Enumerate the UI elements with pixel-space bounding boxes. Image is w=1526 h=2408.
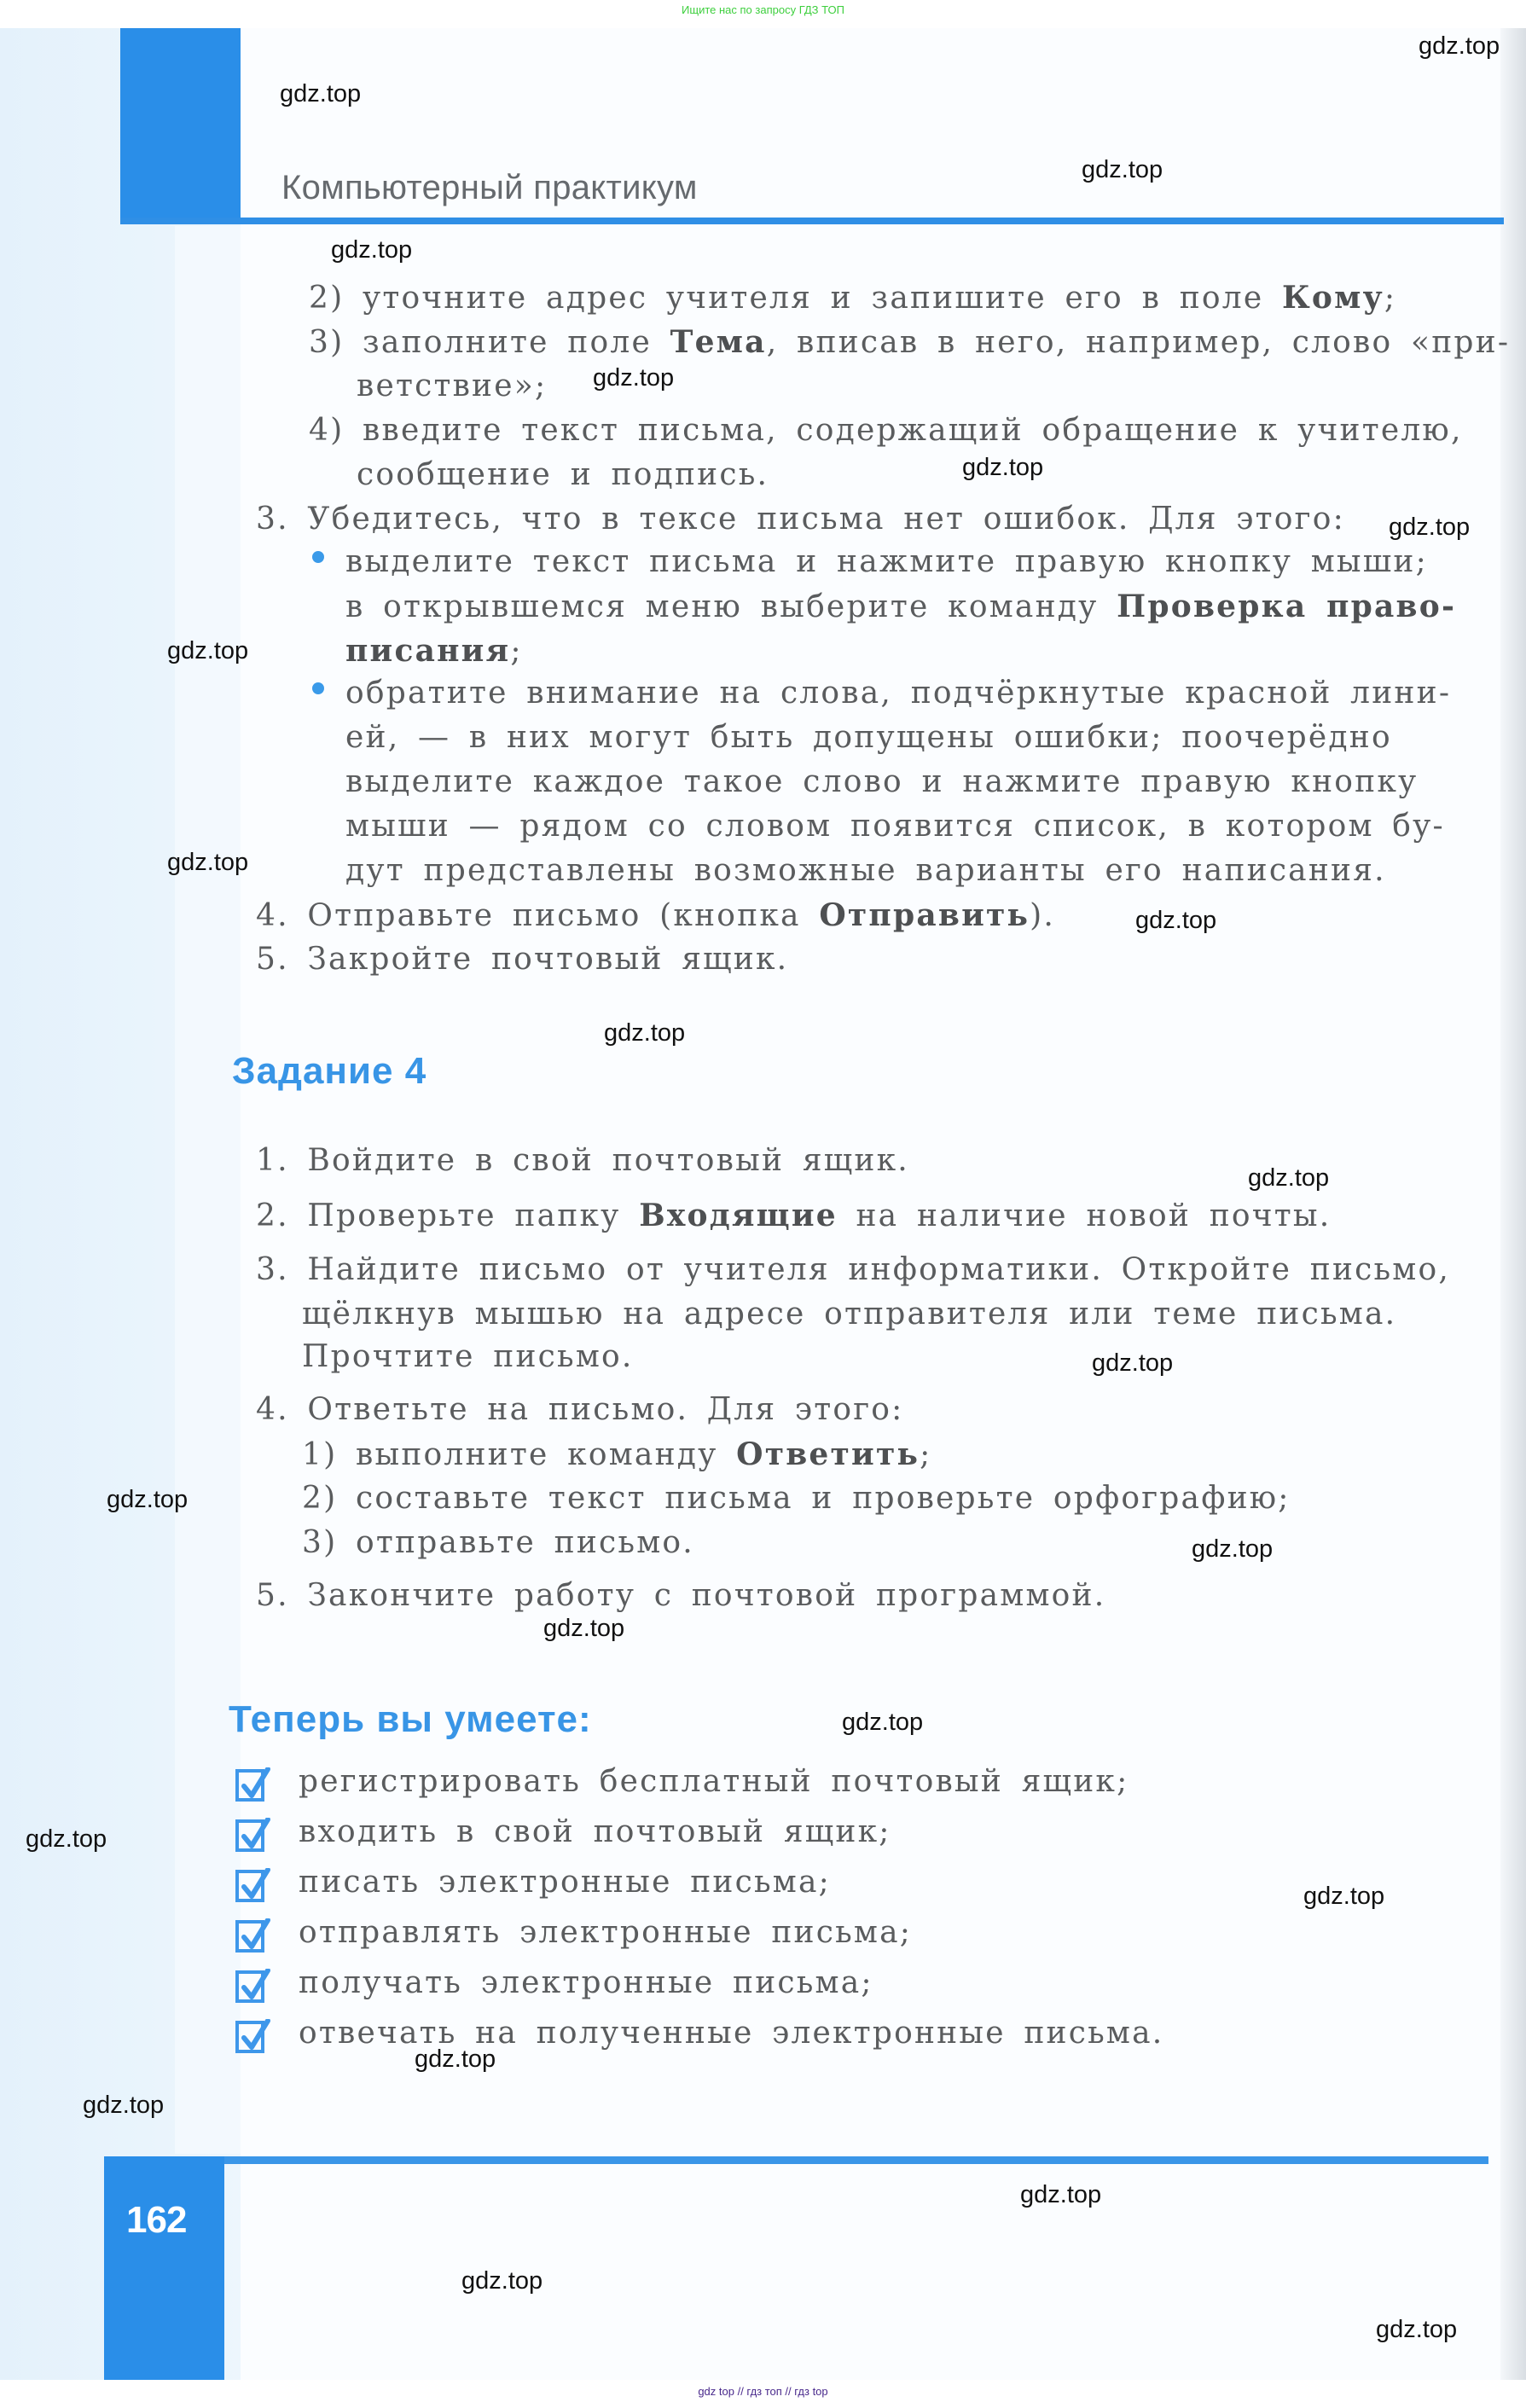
top-banner-text: Ищите нас по запросу ГДЗ ТОП — [682, 3, 844, 16]
bullet-icon — [312, 682, 324, 694]
step-3: 3. Убедитесь, что в тексе письма нет ошибок. Для этого: — [256, 502, 1345, 537]
bullet-2-line-2: ей, — в них могут быть допущены ошибки; поочерёдно — [345, 720, 1392, 755]
watermark: gdz.top — [962, 454, 1044, 481]
left-margin-inner — [175, 226, 241, 2154]
watermark: gdz.top — [461, 2267, 543, 2295]
bullet-icon — [312, 551, 324, 563]
watermark: gdz.top — [26, 1825, 107, 1853]
bullet-2-line-1: обратите внимание на слова, подчёркнутые красной лини- — [345, 676, 1452, 711]
task4-step-2: 2. Проверьте папку Входящие на наличие новой почты. — [256, 1198, 1332, 1233]
watermark: gdz.top — [1135, 907, 1217, 934]
watermark: gdz.top — [415, 2045, 496, 2073]
task4-substep-1: 1) выполните команду Ответить; — [302, 1436, 932, 1472]
watermark: gdz.top — [1092, 1349, 1174, 1377]
task4-step-5: 5. Закончите работу с почтовой программой. — [256, 1578, 1106, 1613]
watermark: gdz.top — [1303, 1883, 1385, 1910]
checkbox-checked-icon — [235, 1920, 264, 1953]
summary-item: писать электронные письма; — [299, 1865, 831, 1900]
task4-substep-3: 3) отправьте письмо. — [302, 1525, 694, 1560]
textbook-page — [0, 28, 1526, 2380]
top-banner — [0, 0, 1526, 28]
watermark: gdz.top — [107, 1486, 189, 1513]
bullet-2-line-5: дут представлены возможные варианты его написания. — [345, 853, 1386, 888]
substep-4: 4) введите текст письма, содержащий обращение к учителю, — [309, 413, 1463, 448]
bottom-banner-text: gdz top // гдз топ // гдз top — [698, 2385, 828, 2398]
summary-item: входить в свой почтовый ящик; — [299, 1814, 891, 1849]
step-4: 4. Отправьте письмо (кнопка Отправить). — [256, 897, 1056, 933]
watermark: gdz.top — [842, 1709, 924, 1736]
watermark: gdz.top — [331, 236, 413, 264]
watermark: gdz.top — [1082, 156, 1163, 183]
checkbox-checked-icon — [235, 1769, 264, 1802]
summary-heading: Теперь вы умеете: — [229, 1698, 592, 1740]
watermark: gdz.top — [1389, 514, 1471, 541]
task4-step-4: 4. Ответьте на письмо. Для этого: — [256, 1392, 904, 1427]
watermark: gdz.top — [1376, 2316, 1458, 2343]
page-number: 162 — [126, 2199, 187, 2241]
checkbox-checked-icon — [235, 2021, 264, 2053]
watermark: gdz.top — [593, 364, 675, 392]
summary-item: отправлять электронные письма; — [299, 1915, 913, 1950]
bottom-banner — [0, 2380, 1526, 2408]
footer-blue-tab — [104, 2156, 224, 2380]
step-5: 5. Закройте почтовый ящик. — [256, 942, 789, 977]
watermark: gdz.top — [1020, 2181, 1102, 2208]
substep-3: 3) заполните поле Тема, вписав в него, например, слово «при- — [309, 324, 1511, 360]
bullet-2-line-4: мыши — рядом со словом появится список, в котором бу- — [345, 809, 1445, 844]
checkbox-checked-icon — [235, 1970, 264, 2003]
watermark: gdz.top — [1419, 32, 1500, 60]
running-header-title: Компьютерный практикум — [281, 169, 698, 206]
bullet-1-line-3: писания; — [345, 633, 523, 669]
summary-item: отвечать на полученные электронные письма. — [299, 2016, 1164, 2051]
watermark: gdz.top — [167, 849, 249, 876]
bullet-1-line-2: в открывшемся меню выберите команду Проверка право- — [345, 589, 1457, 624]
bullet-2-line-3: выделите каждое такое слово и нажмите правую кнопку — [345, 764, 1419, 799]
watermark: gdz.top — [1192, 1535, 1274, 1563]
header-divider — [120, 218, 1504, 224]
watermark: gdz.top — [543, 1615, 625, 1642]
header-blue-tab — [120, 28, 241, 223]
summary-item: регистрировать бесплатный почтовый ящик; — [299, 1764, 1129, 1799]
watermark: gdz.top — [280, 80, 362, 107]
substep-3-line-2: ветствие»; — [357, 368, 548, 403]
watermark: gdz.top — [1248, 1164, 1330, 1192]
watermark: gdz.top — [604, 1019, 686, 1047]
summary-item: получать электронные письма; — [299, 1965, 873, 2000]
task4-step-3-line-3: Прочтите письмо. — [302, 1339, 634, 1374]
watermark: gdz.top — [83, 2092, 165, 2119]
page-edge-shadow — [1500, 28, 1526, 2380]
task4-step-3-line-2: щёлкнув мышью на адресе отправителя или теме письма. — [302, 1297, 1397, 1332]
footer-divider — [224, 2156, 1488, 2164]
checkbox-checked-icon — [235, 1870, 264, 1902]
task4-substep-2: 2) составьте текст письма и проверьте орфографию; — [302, 1481, 1291, 1516]
task4-step-3: 3. Найдите письмо от учителя информатики. Откройте письмо, — [256, 1252, 1451, 1287]
checkbox-checked-icon — [235, 1819, 264, 1852]
task-4-heading: Задание 4 — [232, 1050, 427, 1092]
watermark: gdz.top — [167, 637, 249, 664]
task4-step-1: 1. Войдите в свой почтовый ящик. — [256, 1143, 909, 1178]
substep-4-line-2: сообщение и подпись. — [357, 457, 769, 492]
bullet-1-line-1: выделите текст письма и нажмите правую кнопку мыши; — [345, 544, 1428, 579]
substep-2: 2) уточните адрес учителя и запишите его в поле Кому; — [309, 280, 1397, 316]
